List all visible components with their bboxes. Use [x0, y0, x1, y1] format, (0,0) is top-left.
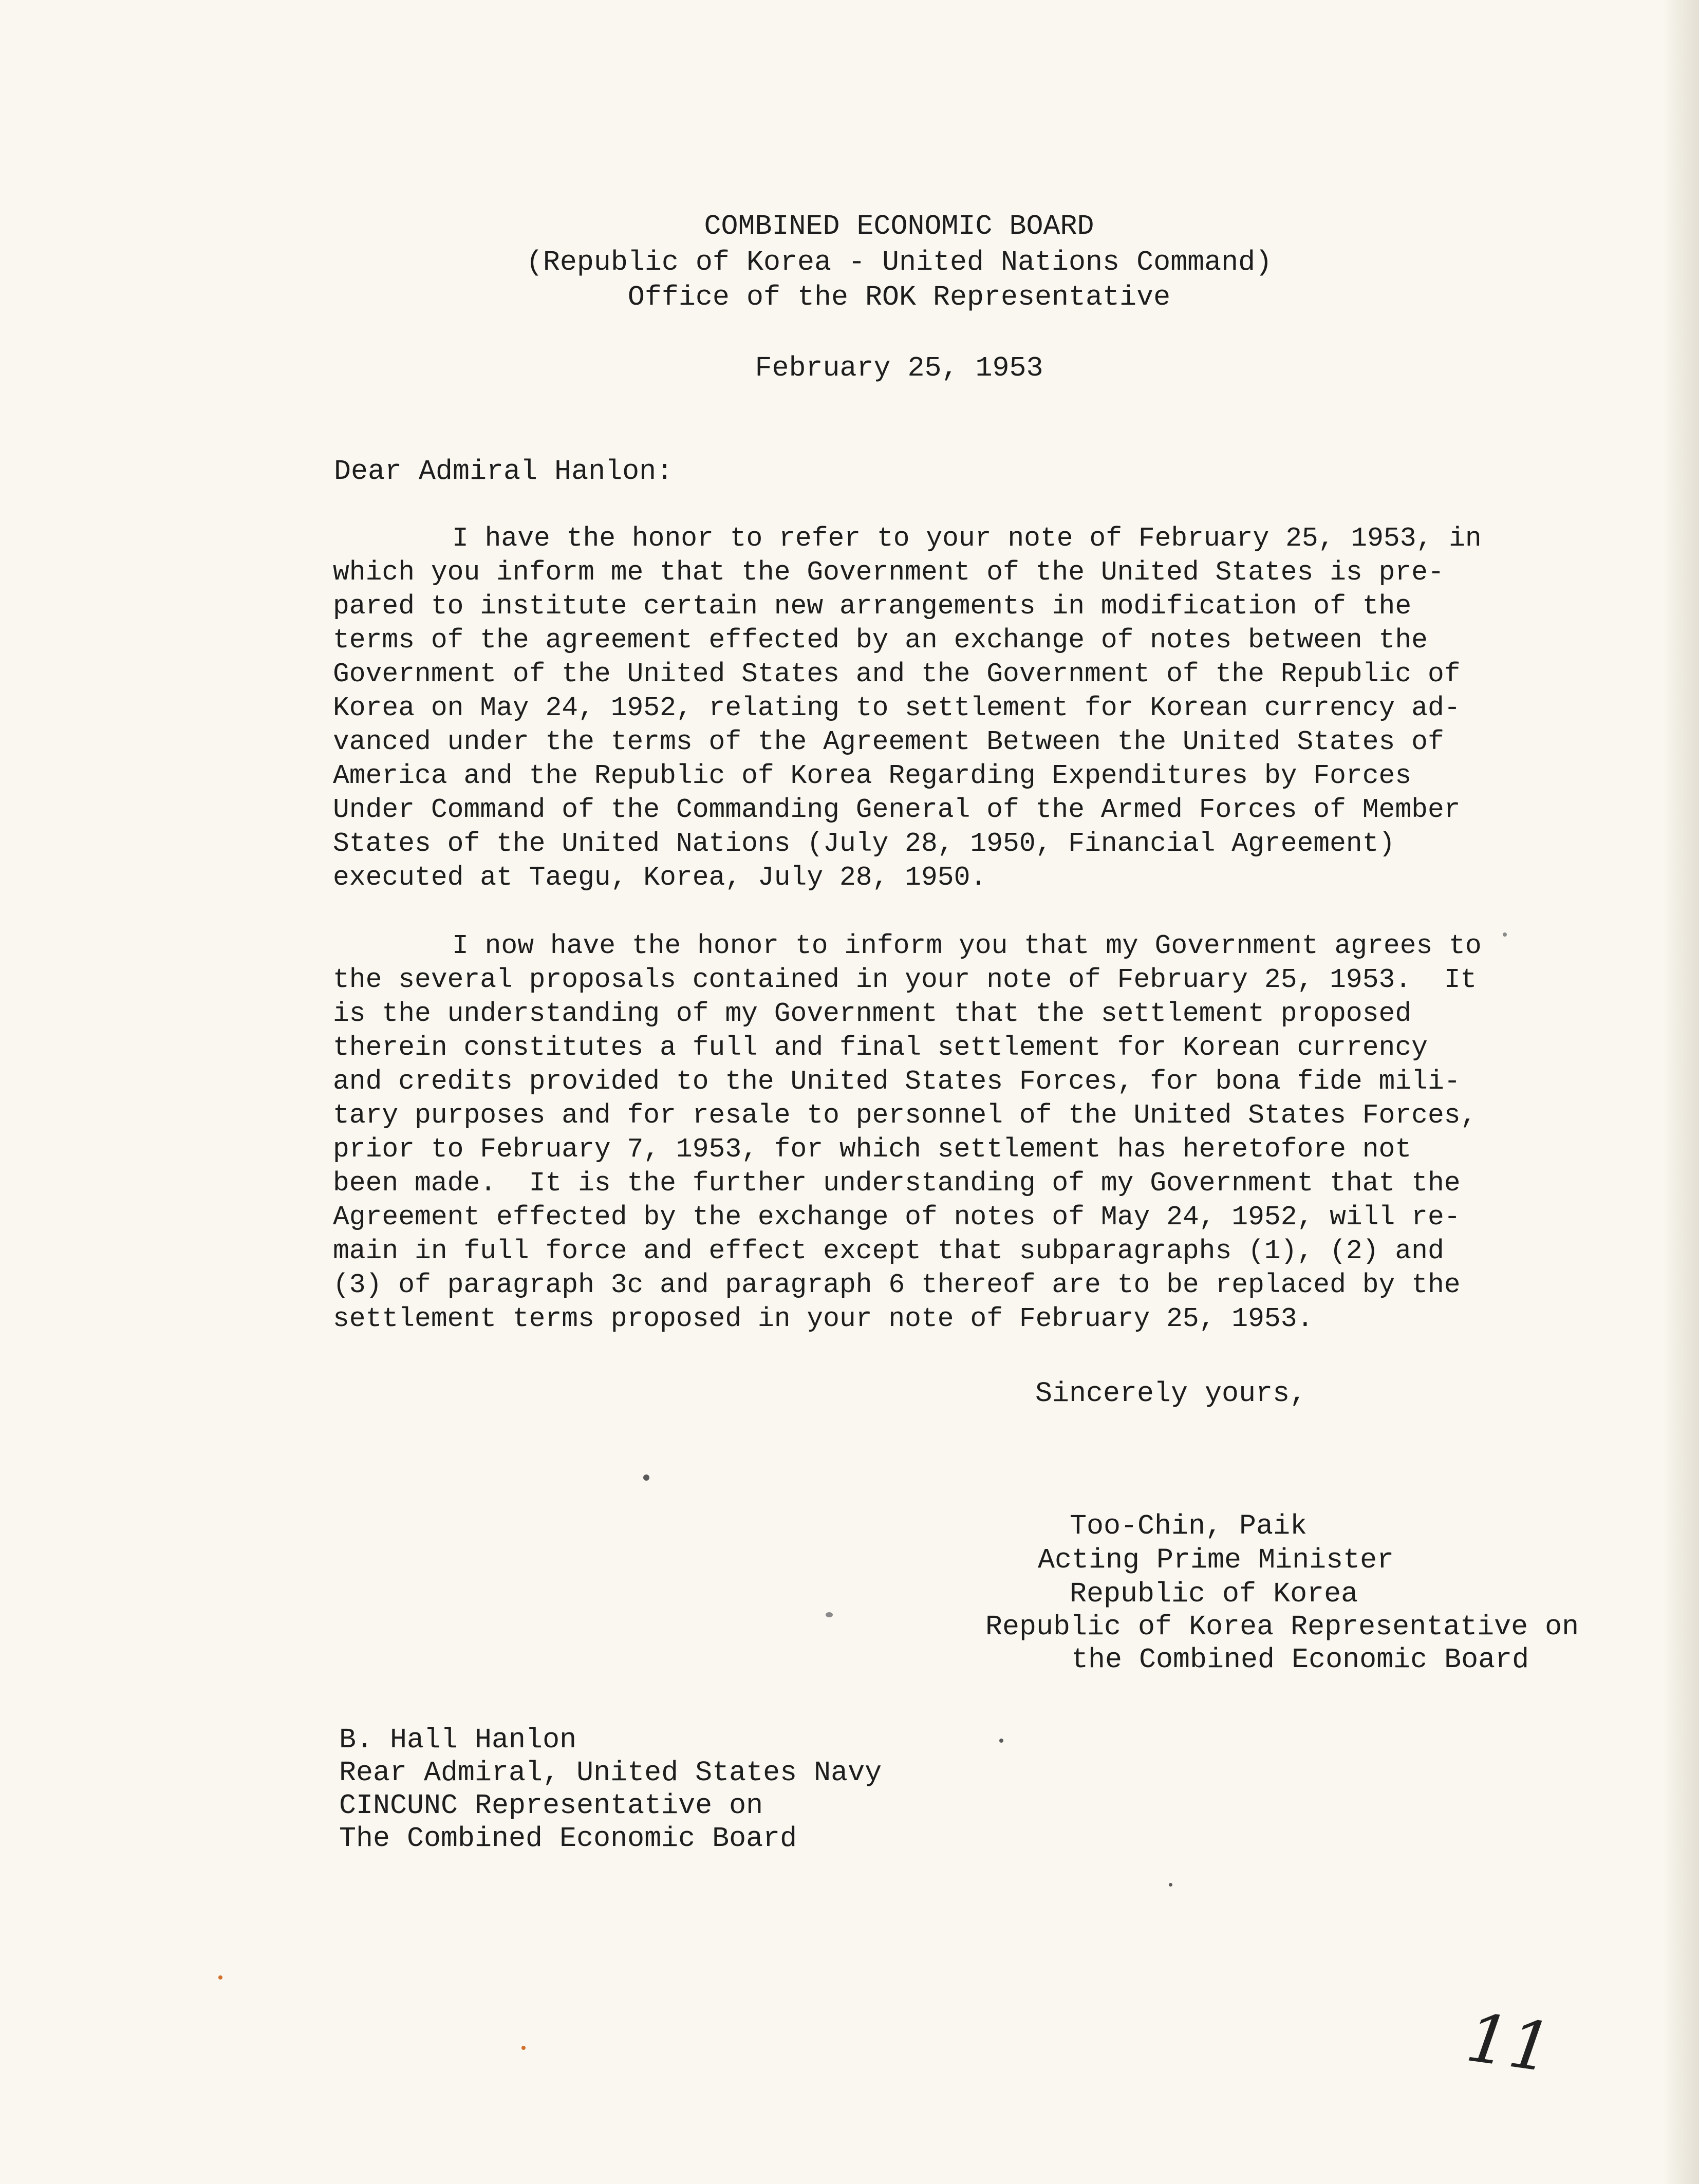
paragraph-2-line: main in full force and effect except that subparagraphs (1), (2) and [333, 1236, 1444, 1266]
addressee-board: The Combined Economic Board [339, 1822, 797, 1855]
paragraph-1-line: America and the Republic of Korea Regarding Expenditures by Forces [333, 760, 1412, 791]
paragraph-1 [333, 521, 1530, 894]
paper-edge-shadow [1663, 0, 1699, 2184]
signatory-role-continued: the Combined Economic Board [1071, 1644, 1529, 1676]
paper-speck [826, 1612, 833, 1617]
paragraph-1-line: Government of the United States and the Government of the Republic of [333, 659, 1461, 689]
paragraph-2-line: (3) of paragraph 3c and paragraph 6 thereof are to be replaced by the [333, 1270, 1461, 1300]
paper-speck [218, 1975, 222, 1980]
paragraph-2-line: is the understanding of my Government that the settlement proposed [333, 998, 1412, 1029]
paragraph-2-line: the several proposals contained in your note of February 25, 1953. It [333, 964, 1477, 995]
signatory-role: Republic of Korea Representative on [985, 1611, 1579, 1643]
paper-speck [643, 1474, 649, 1481]
paragraph-2-line: prior to February 7, 1953, for which settlement has heretofore not [333, 1134, 1412, 1165]
letterhead-office: Office of the ROK Representative [627, 281, 1171, 313]
closing: Sincerely yours, [1035, 1377, 1307, 1410]
letter-date: February 25, 1953 [755, 352, 1043, 384]
signatory-country: Republic of Korea [1070, 1578, 1358, 1610]
paper-speck [999, 1739, 1003, 1743]
paragraph-1-line: which you inform me that the Government of the United States is pre- [333, 557, 1444, 588]
paragraph-2-line: I now have the honor to inform you that my Government agrees to [452, 930, 1482, 961]
paragraph-1-line: I have the honor to refer to your note of February 25, 1953, in [452, 523, 1482, 554]
paragraph-2 [333, 929, 1530, 1336]
paper-speck [1503, 932, 1507, 937]
paragraph-1-line: States of the United Nations (July 28, 1950, Financial Agreement) [333, 828, 1395, 859]
handwritten-page-number: 11 [1462, 1998, 1557, 2087]
paragraph-1-line: vanced under the terms of the Agreement Between the United States of [333, 726, 1444, 757]
paper-speck [1169, 1883, 1172, 1887]
paragraph-2-line: tary purposes and for resale to personnel of the United States Forces, [333, 1100, 1477, 1131]
paragraph-2-line: been made. It is the further understanding of my Government that the [333, 1168, 1461, 1199]
paragraph-1-line: executed at Taegu, Korea, July 28, 1950. [333, 862, 987, 893]
addressee-rank: Rear Admiral, United States Navy [339, 1757, 882, 1789]
signatory-title: Acting Prime Minister [1038, 1544, 1394, 1576]
paragraph-1-line: terms of the agreement effected by an exchange of notes between the [333, 625, 1428, 656]
paragraph-2-line: and credits provided to the United States Forces, for bona fide mili- [333, 1066, 1461, 1097]
salutation: Dear Admiral Hanlon: [334, 455, 674, 488]
paragraph-1-line: Korea on May 24, 1952, relating to settlement for Korean currency ad- [333, 693, 1461, 723]
paragraph-1-line: pared to institute certain new arrangements in modification of the [333, 591, 1412, 622]
paragraph-2-line: settlement terms proposed in your note of February 25, 1953. [333, 1303, 1314, 1334]
letterhead-title: COMBINED ECONOMIC BOARD [704, 210, 1094, 242]
paragraph-1-line: Under Command of the Commanding General of the Armed Forces of Member [333, 794, 1461, 825]
signatory-name: Too-Chin, Paik [1070, 1510, 1308, 1542]
paper-speck [521, 2046, 526, 2050]
paragraph-2-line: therein constitutes a full and final settlement for Korean currency [333, 1032, 1428, 1063]
addressee-position: CINCUNC Representative on [339, 1789, 763, 1822]
letterhead-subtitle: (Republic of Korea - United Nations Command) [526, 246, 1273, 278]
addressee-name: B. Hall Hanlon [339, 1724, 577, 1756]
paragraph-2-line: Agreement effected by the exchange of notes of May 24, 1952, will re- [333, 1202, 1461, 1233]
